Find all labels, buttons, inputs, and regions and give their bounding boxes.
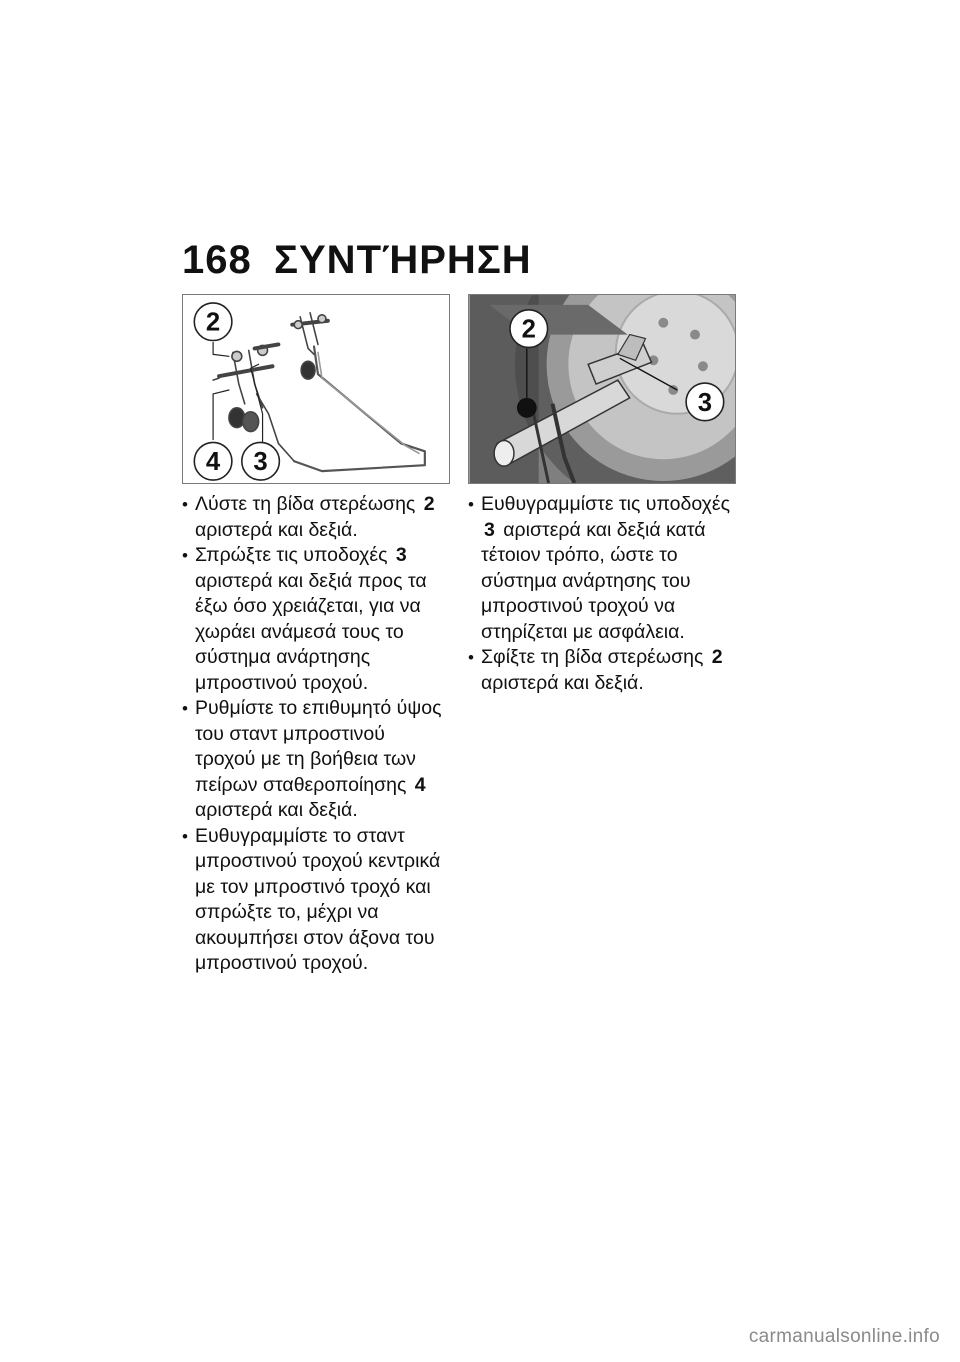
left-column	[182, 492, 450, 977]
step-tighten-bolt	[468, 645, 736, 696]
figure-stand-on-wheel	[468, 294, 736, 484]
page-header	[182, 238, 532, 283]
svg-text:2: 2	[521, 315, 536, 344]
step-text: αριστερά και δεξιά προς τα έξω όσο χρειάζεται, για να χωράει ανάμεσά τους το σύστημα ανάρτησης μπροστινού τροχού.	[195, 569, 427, 694]
step-text: Σπρώξτε τις υποδοχές	[195, 544, 393, 566]
callout-3	[686, 383, 724, 421]
step-push-mounts	[182, 543, 450, 696]
svg-text:4: 4	[205, 448, 221, 477]
step-text: Ευθυγραμμίστε το σταντ μπροστινού τροχού κεντρικά με τον μπροστινό τροχό και σπρώξτε το, μέχρι να ακουμπήσει στον άξονα του μπροστινού τροχού.	[195, 824, 441, 974]
instruction-list	[468, 492, 736, 696]
svg-text:3: 3	[253, 448, 268, 477]
step-text: Ευθυγραμμίστε τις υποδοχές	[481, 493, 730, 515]
reference-number: 2	[711, 646, 723, 668]
reference-number: 3	[484, 518, 495, 541]
reference-number: 2	[423, 493, 435, 515]
step-text: αριστερά και δεξιά.	[195, 799, 358, 821]
right-column	[468, 492, 736, 696]
wheel-mount-photo	[469, 295, 735, 483]
svg-text:3: 3	[697, 388, 713, 417]
figure-front-stand	[182, 294, 450, 484]
front-stand-illustration	[183, 295, 449, 483]
step-align-stand	[182, 824, 450, 977]
reference-number: 3	[395, 544, 407, 566]
reference-number: 4	[414, 773, 426, 796]
callout-2	[510, 310, 548, 348]
step-adjust-height	[182, 696, 450, 824]
step-text: αριστερά και δεξιά.	[481, 671, 644, 694]
step-text: αριστερά και δεξιά κατά τέτοιον τρόπο, ώστε το σύστημα ανάρτησης του μπροστινού τροχού να στηρίζεται με ασφάλεια.	[481, 518, 706, 643]
instruction-list	[182, 492, 450, 977]
step-text: αριστερά και δεξιά.	[195, 518, 358, 541]
step-loosen-bolt	[182, 492, 450, 543]
watermark: carmanualsonline.info	[748, 1326, 940, 1347]
callout-3	[242, 442, 280, 480]
section-title: ΣΥΝΤΉΡΗΣΗ	[274, 238, 532, 282]
svg-text:2: 2	[205, 308, 221, 337]
callout-4	[194, 442, 232, 480]
step-text: Λύστε τη βίδα στερέωσης	[195, 493, 421, 515]
page-number: 168	[182, 238, 252, 282]
step-text: Ρυθμίστε το επιθυμητό ύψος του σταντ μπροστινού τροχού με τη βοήθεια των πείρων σταθεροποίησης	[195, 697, 442, 796]
step-align-mounts	[468, 492, 736, 645]
callout-2	[194, 303, 232, 341]
step-text: Σφίξτε τη βίδα στερέωσης	[481, 646, 709, 668]
